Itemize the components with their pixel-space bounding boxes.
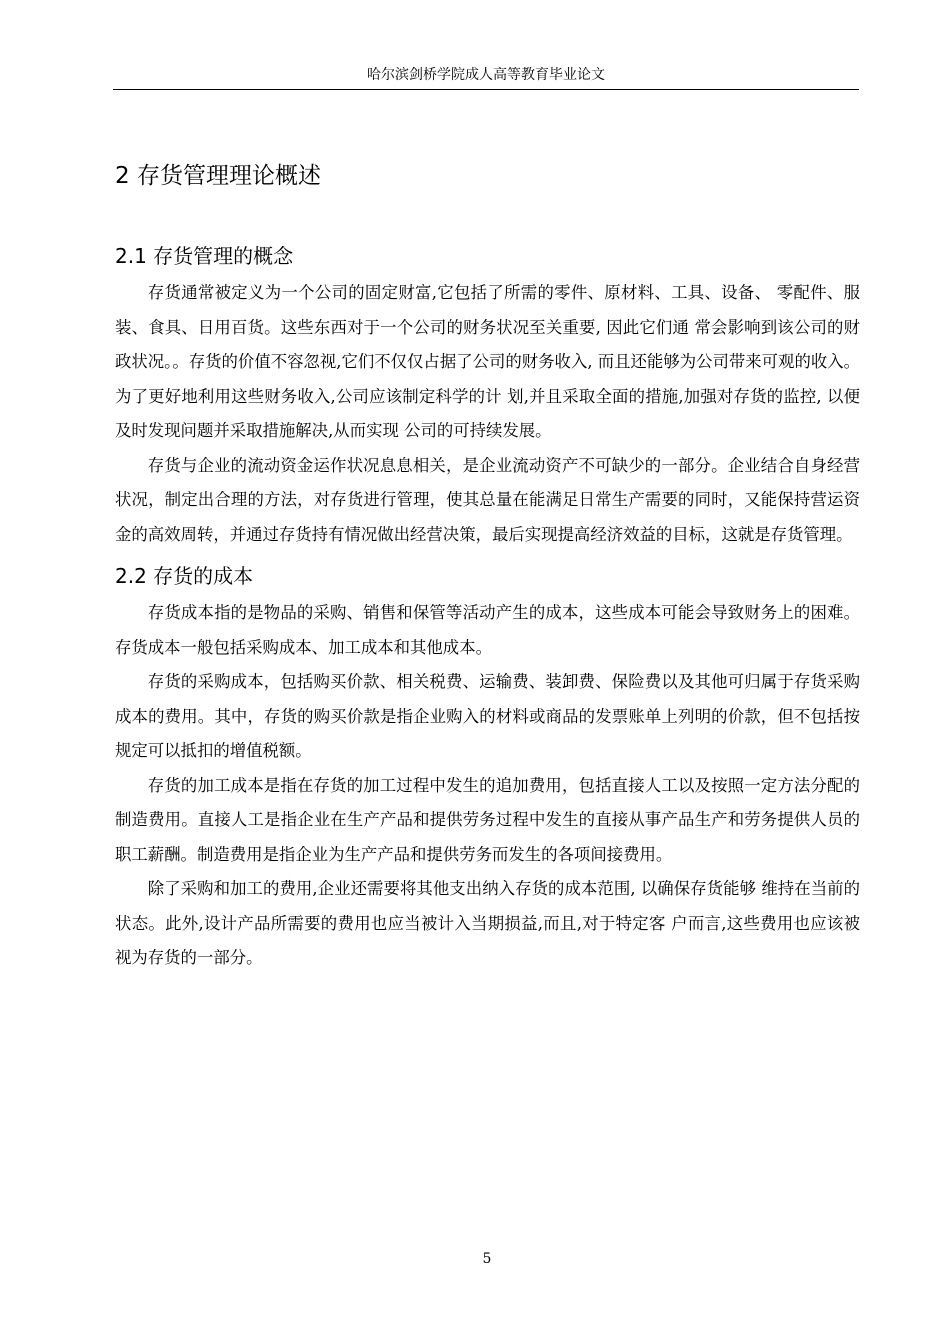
paragraph: 除了采购和加工的费用,企业还需要将其他支出纳入存货的成本范围, 以确保存货能够 维持在当前的状态。此外,设计产品所需要的费用也应当被计入当期损益,而且,对于特定客 户而言,这些费用也应该被视为存货的一部分。 [115, 879, 860, 967]
section-title: 2.2 存货的成本 [115, 564, 254, 588]
section-title: 2.1 存货管理的概念 [115, 244, 294, 268]
page-body [115, 158, 860, 976]
page-number: 5 [482, 1251, 492, 1267]
paragraph: 存货通常被定义为一个公司的固定财富,它包括了所需的零件、原材料、工具、设备、 零配件、服装、食具、日用百货。这些东西对于一个公司的财务状况至关重要, 因此它们通 常会影响到该公司的财政状况。。存货的价值不容忽视,它们不仅仅占据了公司的财务收入, 而且还能够为公司带来可观的收入。为了更好地利用这些财务收入,公司应该制定科学的计 划,并且采取全面的措施,加强对存货的监控, 以便及时发现问题并采取措施解决,从而实现 公司的可持续发展。 [115, 283, 861, 440]
paragraph: 存货的加工成本是指在存货的加工过程中发生的追加费用，包括直接人工以及按照一定方法分配的制造费用。直接人工是指企业在生产产品和提供劳务过程中发生的直接从事产品生产和劳务提供人员的职工薪酬。制造费用是指企业为生产产品和提供劳务而发生的各项间接费用。 [115, 775, 860, 864]
running-header: 哈尔滨剑桥学院成人高等教育毕业论文 [367, 67, 605, 83]
paragraph: 存货的采购成本，包括购买价款、相关税费、运输费、装卸费、保险费以及其他可归属于存货采购成本的费用。其中，存货的购买价款是指企业购入的材料或商品的发票账单上列明的价款，但不包括按规定可以抵扣的增值税额。 [115, 672, 860, 760]
paragraph: 存货成本指的是物品的采购、销售和保管等活动产生的成本，这些成本可能会导致财务上的困难。存货成本一般包括采购成本、加工成本和其他成本。 [115, 603, 860, 657]
header-rule [113, 89, 859, 90]
chapter-title: 2 存货管理理论概述 [115, 163, 321, 189]
paragraph: 存货与企业的流动资金运作状况息息相关，是企业流动资产不可缺少的一部分。企业结合自身经营状况，制定出合理的方法，对存货进行管理，使其总量在能满足日常生产需要的同时，又能保持营运资金的高效周转，并通过存货持有情况做出经营决策，最后实现提高经济效益的目标，这就是存货管理。 [115, 455, 860, 544]
